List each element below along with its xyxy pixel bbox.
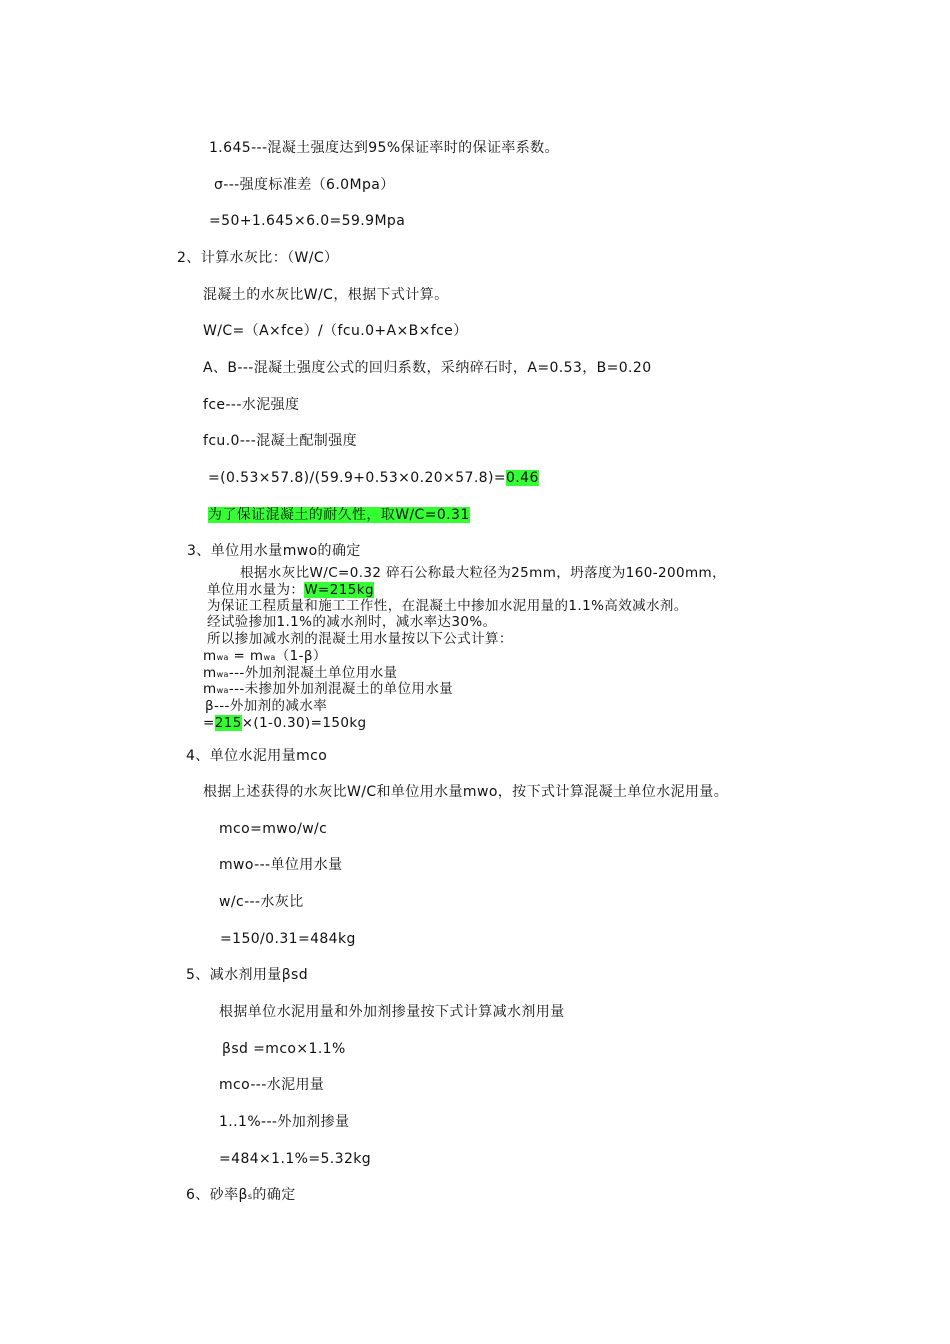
mwo-desc-line: mwo---单位用水量 bbox=[219, 857, 343, 873]
durability-line bbox=[208, 507, 470, 524]
cement-calc-line: =150/0.31=484kg bbox=[220, 931, 356, 947]
mco-formula-line: mco=mwo/w/c bbox=[219, 821, 328, 837]
reducer-intro-line: 根据单位水泥用量和外加剂掺量按下式计算减水剂用量 bbox=[219, 1004, 565, 1020]
wc-desc-line: w/c---水灰比 bbox=[219, 894, 304, 910]
formula-intro-line: 所以掺加减水剂的混凝土用水量按以下公式计算： bbox=[207, 631, 513, 647]
section-heading-5: 5、减水剂用量βsd bbox=[186, 967, 309, 983]
section-heading-4: 4、单位水泥用量mco bbox=[186, 748, 328, 764]
highlighted-result: W=215kg bbox=[304, 582, 374, 598]
water-basis-line: 根据水灰比W/C=0.32 碎石公称最大粒径为25mm，坍落度为160-200mm， bbox=[240, 565, 726, 581]
highlighted-result: 0.46 bbox=[505, 470, 539, 486]
wc-intro-line: 混凝土的水灰比W/C，根据下式计算。 bbox=[203, 287, 449, 303]
water-calc-line: =215×(1-0.30)=150kg bbox=[203, 715, 367, 731]
mwa-desc-line: mwa---外加剂混凝土单位用水量 bbox=[203, 665, 398, 681]
wc-formula-line: W/C=（A×fce）/（fcu.0+A×B×fce） bbox=[203, 323, 468, 339]
sigma-desc-line: σ---强度标准差（6.0Mpa） bbox=[214, 177, 395, 193]
coefficient-desc-line: 1.645---混凝土强度达到95%保证率时的保证率系数。 bbox=[209, 140, 559, 156]
fcu-desc-line: fcu.0---混凝土配制强度 bbox=[203, 433, 358, 449]
beta-sd-formula-line: βsd =mco×1.1% bbox=[222, 1041, 346, 1057]
section-heading-6: 6、砂率βs的确定 bbox=[186, 1187, 296, 1203]
mwa-formula-line: mwa = mwa（1-β） bbox=[203, 648, 327, 664]
strength-calc-line: =50+1.645×6.0=59.9Mpa bbox=[209, 213, 406, 229]
reducer-calc-line: =484×1.1%=5.32kg bbox=[219, 1151, 372, 1167]
mco-desc-line: mco---水泥用量 bbox=[219, 1077, 325, 1093]
cement-intro-line: 根据上述获得的水灰比W/C和单位用水量mwo，按下式计算混凝土单位水泥用量。 bbox=[203, 784, 729, 800]
section-heading-2: 2、计算水灰比：（W/C） bbox=[177, 250, 339, 266]
unit-water-line: 单位用水量为：W=215kg bbox=[207, 582, 374, 598]
admixture-purpose-line: 为保证工程质量和施工工作性，在混凝土中掺加水泥用量的1.1%高效减水剂。 bbox=[207, 598, 688, 614]
test-result-line: 经试验掺加1.1%的减水剂时，减水率达30%。 bbox=[207, 614, 497, 630]
dosage-desc-line: 1..1%---外加剂掺量 bbox=[219, 1114, 350, 1130]
highlighted-result: 为了保证混凝土的耐久性，取W/C=0.31 bbox=[208, 507, 470, 523]
mwa-plain-desc-line: mwa---未掺加外加剂混凝土的单位用水量 bbox=[203, 681, 454, 697]
highlighted-result: 215 bbox=[214, 715, 242, 731]
ab-coefficient-line: A、B---混凝土强度公式的回归系数，采纳碎石时，A=0.53，B=0.20 bbox=[203, 360, 652, 376]
beta-desc-line: β---外加剂的减水率 bbox=[205, 698, 328, 714]
section-heading-3: 3、单位用水量mwo的确定 bbox=[187, 543, 361, 559]
fce-desc-line: fce---水泥强度 bbox=[203, 397, 300, 413]
wc-calc-line: =(0.53×57.8)/(59.9+0.53×0.20×57.8)=0.46 bbox=[208, 470, 539, 486]
